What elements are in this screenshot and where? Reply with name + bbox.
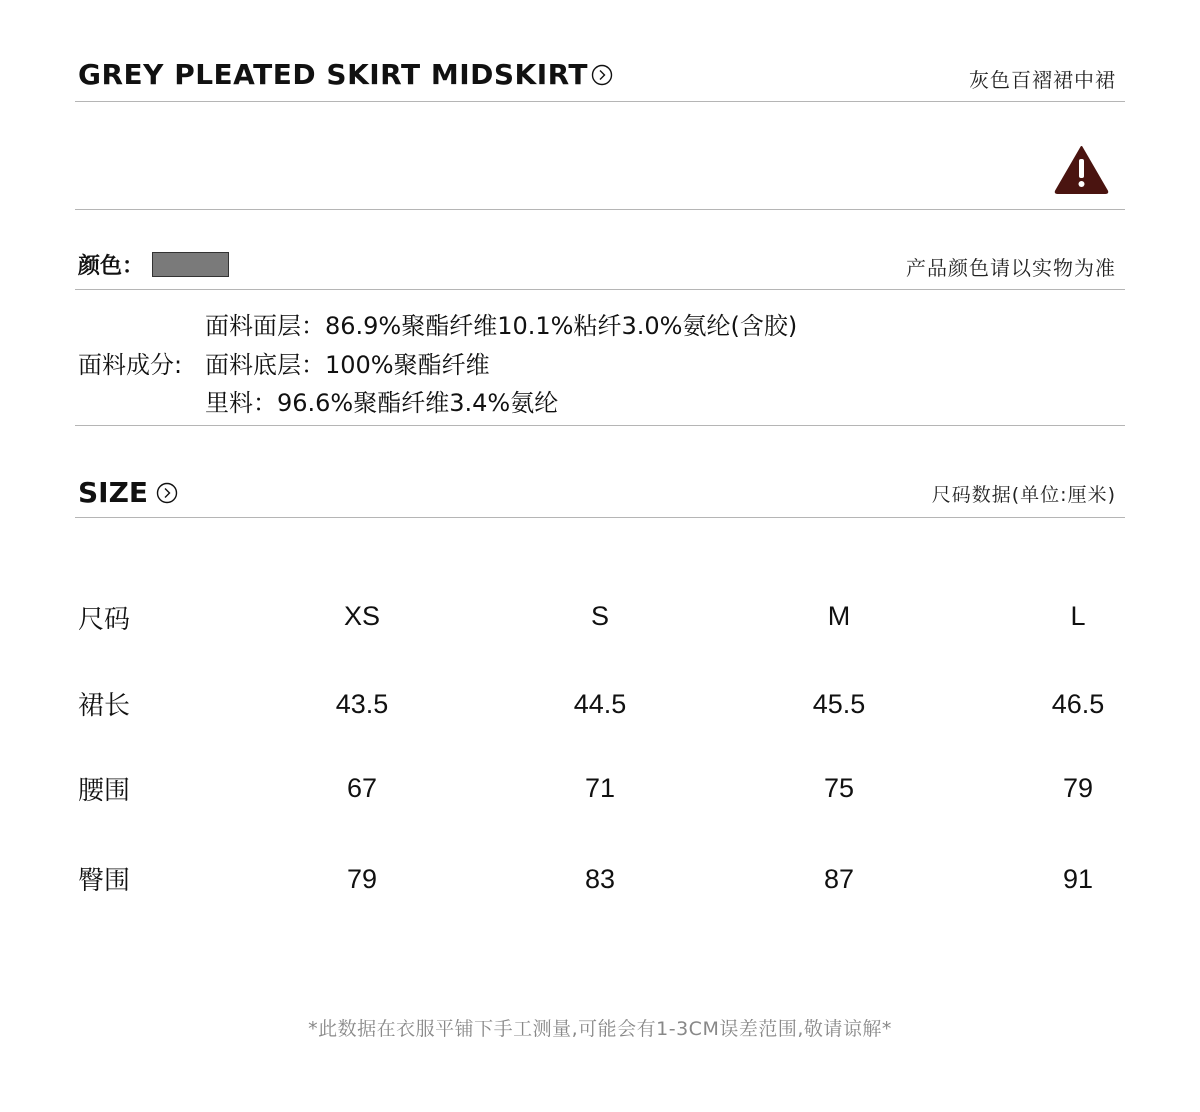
divider	[75, 425, 1125, 426]
color-row	[78, 249, 229, 280]
fabric-lining: 里料：96.6%聚酯纤维3.4%氨纶	[205, 389, 559, 417]
measurement-footnote: *此数据在衣服平铺下手工测量,可能会有1-3CM误差范围,敬请谅解*	[308, 1018, 892, 1040]
row-label-hip: 臀围	[78, 866, 131, 896]
size-header-xs: XS	[343, 601, 381, 631]
table-cell: 83	[584, 864, 616, 894]
table-cell: 46.5	[1051, 689, 1105, 719]
table-cell: 45.5	[812, 689, 866, 719]
color-swatch	[152, 252, 229, 277]
size-title: SIZE	[78, 476, 149, 509]
table-cell: 67	[346, 773, 378, 803]
row-label-waist: 腰围	[78, 776, 131, 806]
product-title-en: GREY PLEATED SKIRT MIDSKIRT	[78, 58, 589, 91]
fabric-bottom-layer: 面料底层：100%聚酯纤维	[205, 351, 490, 379]
size-header-l: L	[1070, 601, 1086, 631]
product-title-cn: 灰色百褶裙中裙	[969, 68, 1116, 92]
table-cell: 91	[1062, 864, 1094, 894]
size-unit-note: 尺码数据(单位:厘米)	[931, 484, 1116, 506]
fabric-label: 面料成分:	[78, 351, 183, 379]
table-cell: 79	[1062, 773, 1094, 803]
table-cell: 43.5	[335, 689, 389, 719]
table-cell: 75	[823, 773, 855, 803]
table-cell: 71	[584, 773, 616, 803]
size-title-row	[78, 476, 178, 509]
size-header-m: M	[827, 601, 851, 631]
size-header-s: S	[590, 601, 610, 631]
circle-chevron-right-icon	[591, 64, 613, 86]
color-note: 产品颜色请以实物为准	[906, 256, 1116, 280]
divider	[75, 101, 1125, 102]
row-label-length: 裙长	[78, 691, 131, 721]
table-cell: 44.5	[573, 689, 627, 719]
divider	[75, 289, 1125, 290]
table-cell: 87	[823, 864, 855, 894]
table-header-label: 尺码	[78, 605, 131, 635]
fabric-outer-layer: 面料面层：86.9%聚酯纤维10.1%粘纤3.0%氨纶(含胶)	[205, 312, 798, 340]
circle-chevron-right-icon	[156, 482, 178, 504]
warning-triangle-icon	[1054, 145, 1109, 194]
product-title-row	[78, 58, 613, 91]
table-cell: 79	[346, 864, 378, 894]
color-label: 颜色：	[78, 254, 145, 279]
divider	[75, 209, 1125, 210]
divider	[75, 517, 1125, 518]
